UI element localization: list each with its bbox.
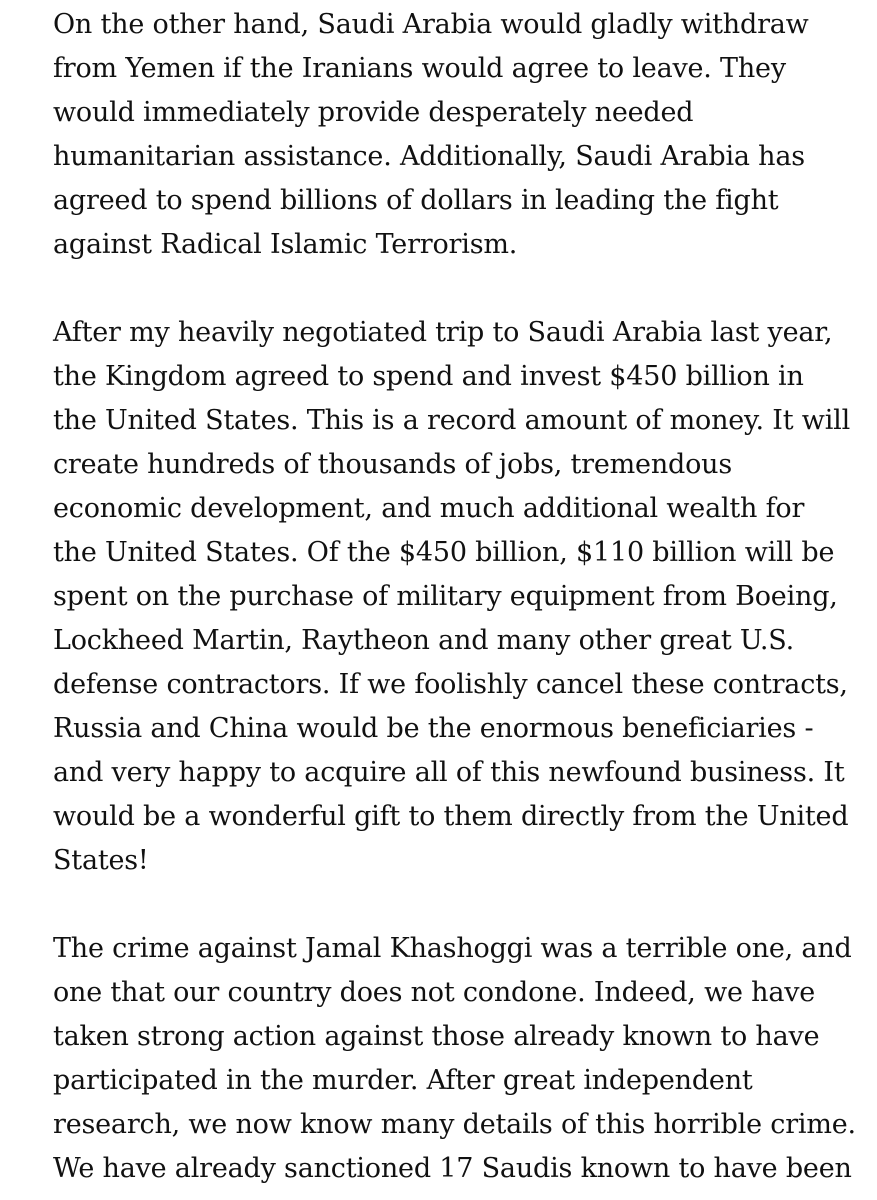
text-line: would immediately provide desperately needed <box>53 97 694 128</box>
text-line: States! <box>53 845 149 876</box>
text-line: We have already sanctioned 17 Saudis known to have been <box>53 1153 852 1184</box>
text-line: create hundreds of thousands of jobs, tremendous <box>53 449 733 480</box>
text-line: would be a wonderful gift to them directly from the United <box>53 801 849 832</box>
text-line: humanitarian assistance. Additionally, Saudi Arabia has <box>53 141 805 172</box>
text-line: Lockheed Martin, Raytheon and many other great U.S. <box>53 625 795 656</box>
text-line: one that our country does not condone. Indeed, we have <box>53 977 816 1008</box>
text-line: Russia and China would be the enormous beneficiaries - <box>53 713 814 744</box>
text-line: After my heavily negotiated trip to Saudi Arabia last year, <box>53 317 833 348</box>
text-line: taken strong action against those already known to have <box>53 1021 820 1052</box>
text-line: agreed to spend billions of dollars in leading the fight <box>53 185 779 216</box>
text-line: defense contractors. If we foolishly cancel these contracts, <box>53 669 848 700</box>
text-line: spent on the purchase of military equipment from Boeing, <box>53 581 838 612</box>
text-line: On the other hand, Saudi Arabia would gladly withdraw <box>53 9 809 40</box>
text-line: participated in the murder. After great independent <box>53 1065 753 1096</box>
text-line: and very happy to acquire all of this newfound business. It <box>53 757 845 788</box>
text-line: economic development, and much additional wealth for <box>53 493 805 524</box>
text-line: The crime against Jamal Khashoggi was a terrible one, and <box>53 933 852 964</box>
text-line: from Yemen if the Iranians would agree to leave. They <box>53 53 786 84</box>
text-line: research, we now know many details of this horrible crime. <box>53 1109 856 1140</box>
text-line: against Radical Islamic Terrorism. <box>53 229 518 260</box>
text-line: the United States. Of the $450 billion, $110 billion will be <box>53 537 835 568</box>
text-line: the Kingdom agreed to spend and invest $450 billion in <box>53 361 804 392</box>
text-line: the United States. This is a record amount of money. It will <box>53 405 850 436</box>
